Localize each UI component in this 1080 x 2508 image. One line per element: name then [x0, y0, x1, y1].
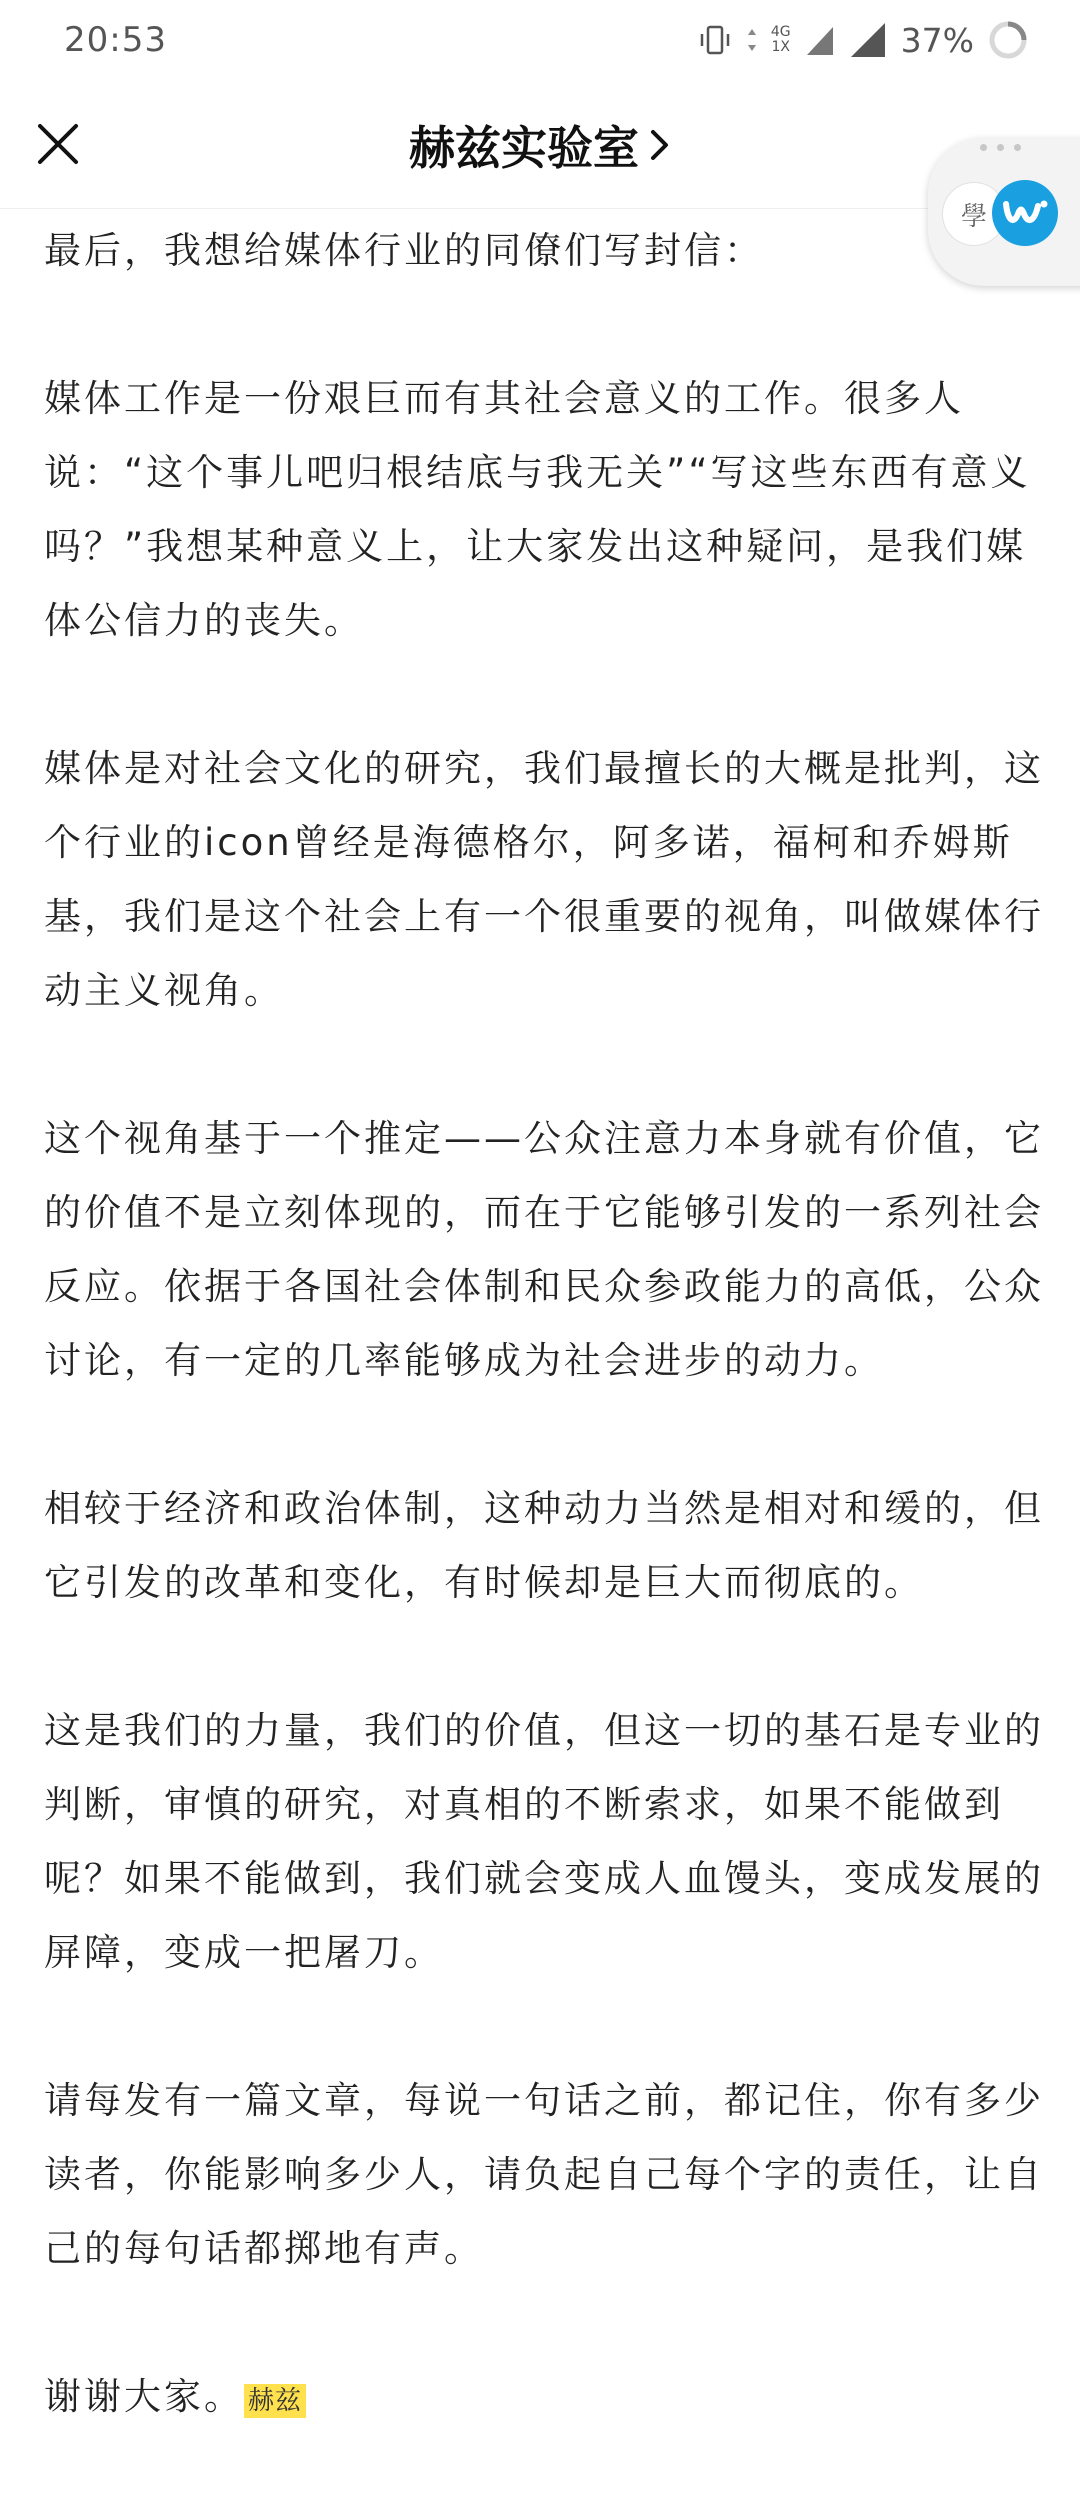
signal-icon-1	[805, 23, 835, 57]
network-bottom-label: 1X	[771, 39, 790, 55]
article-body	[44, 214, 1044, 2508]
paragraph-3: 媒体是对社会文化的研究，我们最擅长的大概是批判，这个行业的icon曾经是海德格尔，阿多诺，福柯和乔姆斯基，我们是这个社会上有一个很重要的视角，叫做媒体行动主义视角。	[44, 747, 1044, 1012]
signal-icon-2	[849, 21, 887, 59]
avatar-glyph: 學	[960, 201, 987, 232]
drag-handle-dots[interactable]	[980, 144, 1021, 151]
network-top-label: 4G	[770, 24, 791, 40]
battery-ring-icon	[988, 20, 1028, 60]
network-type	[771, 25, 791, 55]
status-time: 20:53	[64, 20, 167, 60]
paragraph-7: 请每发有一篇文章，每说一句话之前，都记住，你有多少读者，你能影响多少人，请负起自己每个字的责任，让自己的每句话都掷地有声。	[44, 2079, 1044, 2270]
paragraph-6: 这是我们的力量，我们的价值，但这一切的基石是专业的判断，审慎的研究，对真相的不断索求，如果不能做到呢？如果不能做到，我们就会变成人血馒头，变成发展的屏障，变成一把屠刀。	[44, 1709, 1044, 1974]
paragraph-5: 相较于经济和政治体制，这种动力当然是相对和缓的，但它引发的改革和变化，有时候却是巨大而彻底的。	[44, 1487, 1044, 1604]
vibrate-icon	[697, 22, 733, 58]
app-header	[0, 90, 1080, 209]
status-bar	[0, 0, 1080, 80]
closing-text: 谢谢大家。	[44, 2375, 244, 2418]
paragraph-4: 这个视角基于一个推定——公众注意力本身就有价值，它的价值不是立刻体现的，而在于它能够引发的一系列社会反应。依据于各国社会体制和民众参政能力的高低，公众讨论，有一定的几率能够成为社会进步的动力。	[44, 1117, 1044, 1382]
status-icons	[697, 18, 1028, 62]
paragraph-1: 最后，我想给媒体行业的同僚们写封信：	[44, 229, 764, 272]
page-title: 赫兹实验室	[409, 121, 639, 175]
paragraph-2: 媒体工作是一份艰巨而有其社会意义的工作。很多人说：“这个事儿吧归根结底与我无关”“写这些东西有意义吗？”我想某种意义上，让大家发出这种疑问，是我们媒体公信力的丧失。	[44, 377, 1031, 642]
data-arrows-icon	[747, 26, 757, 54]
account-title-link[interactable]	[409, 112, 671, 178]
battery-percent: 37%	[900, 20, 974, 60]
chevron-right-icon	[649, 128, 671, 162]
closing-line	[44, 2360, 1044, 2434]
signature-tag: 赫兹	[244, 2384, 306, 2418]
